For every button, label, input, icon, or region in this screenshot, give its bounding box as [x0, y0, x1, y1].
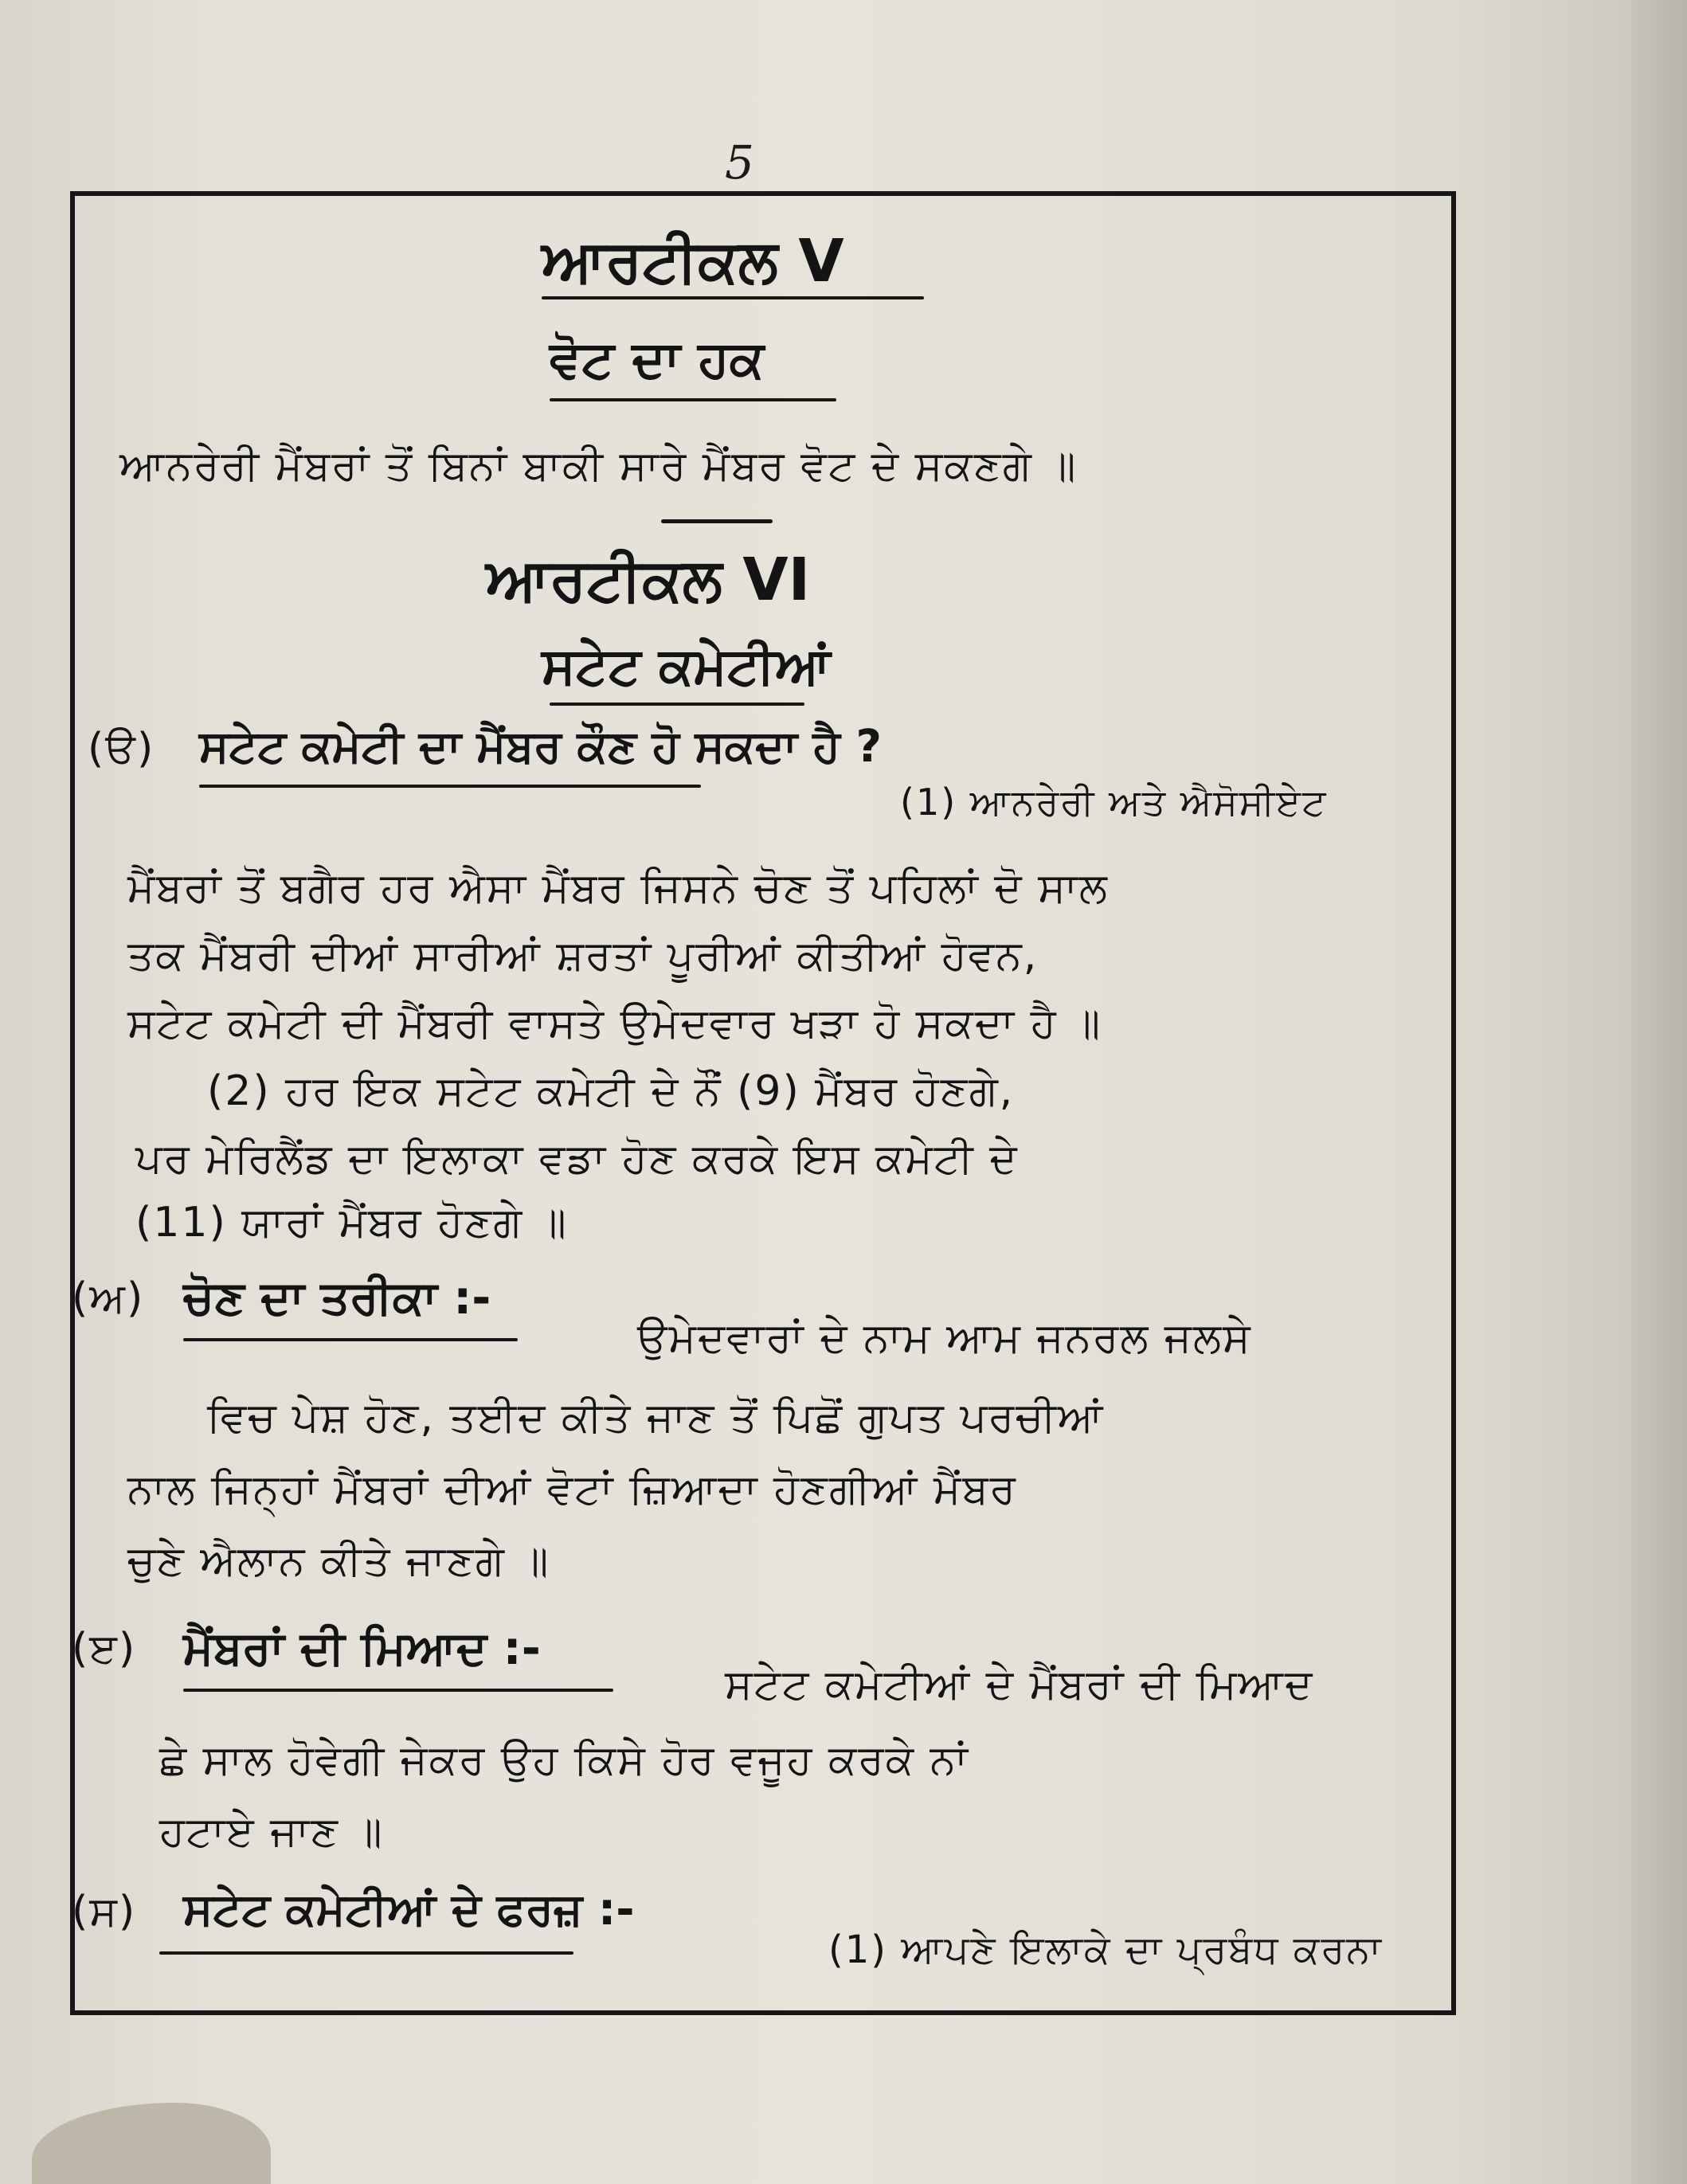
- torn-corner: [32, 2103, 271, 2184]
- section-a-line-1: (1) ਆਨਰੇਰੀ ਅਤੇ ਐਸੋਸੀਏਟ: [900, 781, 1328, 824]
- section-a-label: (ੳ): [88, 725, 155, 773]
- section-d-heading-underline: [159, 1951, 573, 1955]
- section-b-line-3: ਨਾਲ ਜਿਨ੍ਹਾਂ ਮੈਂਬਰਾਂ ਦੀਆਂ ਵੋਟਾਂ ਜ਼ਿਆਦਾ ਹੋਣਗੀਆਂ ਮੈਂਬਰ: [127, 1466, 1017, 1513]
- section-a-line-6: ਪਰ ਮੇਰਿਲੈਂਡ ਦਾ ਇਲਾਕਾ ਵਡਾ ਹੋਣ ਕਰਕੇ ਇਸ ਕਮੇਟੀ ਦੇ: [135, 1135, 1019, 1183]
- section-a-line-7: (11) ਯਾਰਾਂ ਮੈਂਬਰ ਹੋਣਗੇ ॥: [135, 1199, 568, 1247]
- section-a-line-5: (2) ਹਰ ਇਕ ਸਟੇਟ ਕਮੇਟੀ ਦੇ ਨੌਂ (9) ਮੈਂਬਰ ਹੋਣਗੇ,: [207, 1067, 1015, 1115]
- section-b-heading-underline: [183, 1338, 518, 1341]
- section-c-heading-underline: [183, 1689, 613, 1692]
- page-number: 5: [725, 135, 754, 190]
- section-b-label: (ਅ): [72, 1274, 145, 1322]
- section-a-line-3: ਤਕ ਮੈਂਬਰੀ ਦੀਆਂ ਸਾਰੀਆਂ ਸ਼ਰਤਾਂ ਪੂਰੀਆਂ ਕੀਤੀਆਂ ਹੋਵਨ,: [127, 932, 1039, 980]
- section-c-line-1: ਸਟੇਟ ਕਮੇਟੀਆਂ ਦੇ ਮੈਂਬਰਾਂ ਦੀ ਮਿਆਦ: [725, 1661, 1314, 1708]
- page-spine-shadow: [1631, 0, 1687, 2184]
- section-b-line-2: ਵਿਚ ਪੇਸ਼ ਹੋਣ, ਤਈਦ ਕੀਤੇ ਜਾਣ ਤੋਂ ਪਿਛੋਂ ਗੁਪਤ ਪਰਚੀਆਂ: [207, 1394, 1105, 1442]
- section-b-line-4: ਚੁਣੇ ਐਲਾਨ ਕੀਤੇ ਜਾਣਗੇ ॥: [127, 1537, 550, 1585]
- section-d-heading: ਸਟੇਟ ਕਮੇਟੀਆਂ ਦੇ ਫਰਜ਼ :-: [183, 1884, 635, 1935]
- article-5-title-underline: [542, 296, 924, 299]
- section-c-line-3: ਹਟਾਏ ਜਾਣ ॥: [159, 1808, 384, 1856]
- section-divider: [661, 519, 773, 523]
- section-a-line-4: ਸਟੇਟ ਕਮੇਟੀ ਦੀ ਮੈਂਬਰੀ ਵਾਸਤੇ ਉਮੇਦਵਾਰ ਖੜਾ ਹੋ ਸਕਦਾ ਹੈ ॥: [127, 1000, 1102, 1047]
- article-5-text: ਆਨਰੇਰੀ ਮੈਂਬਰਾਂ ਤੋਂ ਬਿਨਾਂ ਬਾਕੀ ਸਾਰੇ ਮੈਂਬਰ ਵੋਟ ਦੇ ਸਕਣਗੇ ॥: [119, 442, 1078, 490]
- article-6-subtitle-underline: [550, 703, 804, 706]
- section-d-label: (ਸ): [72, 1888, 137, 1935]
- section-d-line-1: (1) ਆਪਣੇ ਇਲਾਕੇ ਦਾ ਪ੍ਰਬੰਧ ਕਰਨਾ: [828, 1928, 1383, 1972]
- article-6-title: ਆਰਟੀਕਲ VI: [486, 546, 811, 614]
- section-b-line-1: ਉਮੇਦਵਾਰਾਂ ਦੇ ਨਾਮ ਆਮ ਜਨਰਲ ਜਲਸੇ: [637, 1314, 1252, 1362]
- section-a-heading: ਸਟੇਟ ਕਮੇਟੀ ਦਾ ਮੈਂਬਰ ਕੌਣ ਹੋ ਸਕਦਾ ਹੈ ?: [199, 721, 882, 773]
- section-b-heading: ਚੋਣ ਦਾ ਤਰੀਕਾ :-: [183, 1270, 491, 1325]
- section-c-label: (ੲ): [72, 1625, 137, 1673]
- section-c-line-2: ਛੇ ਸਾਲ ਹੋਵੇਗੀ ਜੇਕਰ ਉਹ ਕਿਸੇ ਹੋਰ ਵਜੂਹ ਕਰਕੇ ਨਾਂ: [159, 1736, 969, 1784]
- article-6-subtitle: ਸਟੇਟ ਕਮੇਟੀਆਂ: [542, 637, 831, 696]
- section-c-heading: ਮੈਂਬਰਾਂ ਦੀ ਮਿਆਦ :-: [183, 1621, 541, 1675]
- section-a-heading-underline: [199, 785, 701, 788]
- article-5-title: ਆਰਟੀਕਲ V: [542, 227, 844, 296]
- section-a-line-2: ਮੈਂਬਰਾਂ ਤੋਂ ਬਗੈਰ ਹਰ ਐਸਾ ਮੈਂਬਰ ਜਿਸਨੇ ਚੋਣ ਤੋਂ ਪਹਿਲਾਂ ਦੋ ਸਾਲ: [127, 864, 1109, 912]
- article-5-subtitle-underline: [550, 398, 836, 401]
- article-5-subtitle: ਵੋਟ ਦਾ ਹਕ: [550, 331, 765, 389]
